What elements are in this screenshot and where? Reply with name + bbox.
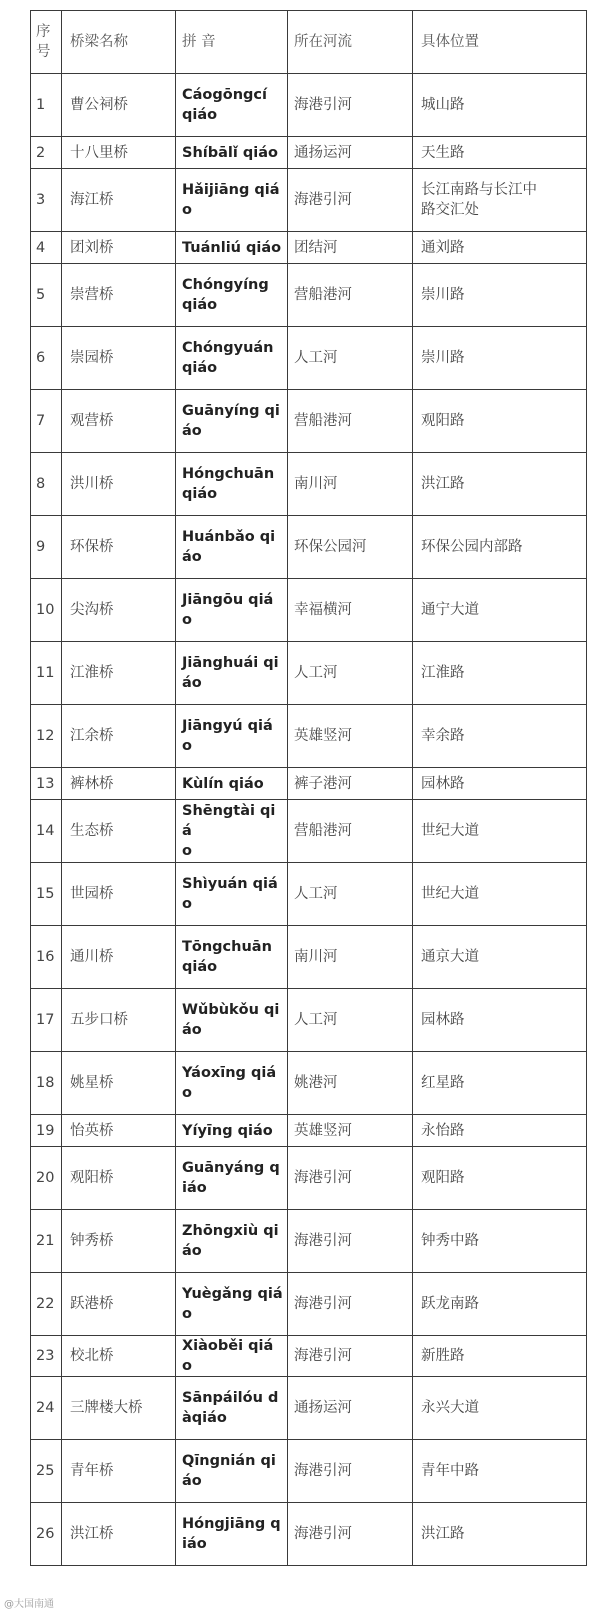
bridge-river: 人工河 (288, 642, 413, 705)
bridge-pinyin: Wǔbùkǒu qi áo (176, 989, 288, 1052)
bridge-pinyin: Chóngyuán qiáo (176, 327, 288, 390)
table-header-row (31, 11, 587, 74)
table-row (31, 137, 587, 169)
bridge-pinyin: Hóngjiāng q iáo (176, 1503, 288, 1566)
row-index: 13 (31, 768, 62, 800)
table-row (31, 1336, 587, 1377)
bridge-location: 崇川路 (413, 264, 587, 327)
table-row (31, 800, 587, 863)
bridge-location: 天生路 (413, 137, 587, 169)
bridge-pinyin: Xiàoběi qiáo (176, 1336, 288, 1377)
bridge-river: 英雄竖河 (288, 1115, 413, 1147)
bridge-location: 长江南路与长江中 路交汇处 (413, 169, 587, 232)
bridge-name: 崇营桥 (62, 264, 176, 327)
row-index: 20 (31, 1147, 62, 1210)
table-row (31, 579, 587, 642)
row-index: 19 (31, 1115, 62, 1147)
bridge-pinyin: Jiānghuái qi áo (176, 642, 288, 705)
table-row (31, 1273, 587, 1336)
bridge-location: 崇川路 (413, 327, 587, 390)
bridge-name: 姚星桥 (62, 1052, 176, 1115)
row-index: 26 (31, 1503, 62, 1566)
bridge-river: 海港引河 (288, 1273, 413, 1336)
bridge-name: 三牌楼大桥 (62, 1377, 176, 1440)
bridge-pinyin: Cáogōngcí qiáo (176, 74, 288, 137)
bridge-river: 环保公园河 (288, 516, 413, 579)
row-index: 23 (31, 1336, 62, 1377)
bridge-name: 洪江桥 (62, 1503, 176, 1566)
row-index: 11 (31, 642, 62, 705)
bridge-name: 青年桥 (62, 1440, 176, 1503)
table-row (31, 1052, 587, 1115)
bridge-location: 跃龙南路 (413, 1273, 587, 1336)
bridge-pinyin: Guānyáng q iáo (176, 1147, 288, 1210)
bridge-name: 世园桥 (62, 863, 176, 926)
bridge-river: 海港引河 (288, 74, 413, 137)
bridge-table-body (31, 11, 587, 1566)
bridge-pinyin: Shēngtài qiá o (176, 800, 288, 863)
bridge-pinyin: Tuánliú qiáo (176, 232, 288, 264)
bridge-river: 海港引河 (288, 1440, 413, 1503)
bridge-pinyin: Zhōngxiù qi áo (176, 1210, 288, 1273)
header-location: 具体位置 (413, 11, 587, 74)
bridge-name: 尖沟桥 (62, 579, 176, 642)
bridge-name: 观营桥 (62, 390, 176, 453)
bridge-name: 校北桥 (62, 1336, 176, 1377)
bridge-name: 江余桥 (62, 705, 176, 768)
table-row (31, 1115, 587, 1147)
table-row (31, 327, 587, 390)
bridge-pinyin: Chóngyíng qiáo (176, 264, 288, 327)
bridge-pinyin: Jiāngyú qiá o (176, 705, 288, 768)
bridge-location: 江淮路 (413, 642, 587, 705)
bridge-table (30, 10, 587, 1566)
bridge-location: 洪江路 (413, 1503, 587, 1566)
table-row (31, 768, 587, 800)
bridge-name: 跃港桥 (62, 1273, 176, 1336)
table-row (31, 1377, 587, 1440)
bridge-pinyin: Tōngchuān qiáo (176, 926, 288, 989)
bridge-river: 海港引河 (288, 1503, 413, 1566)
bridge-river: 裤子港河 (288, 768, 413, 800)
table-row (31, 516, 587, 579)
bridge-pinyin: Huánbǎo qi áo (176, 516, 288, 579)
bridge-name: 海江桥 (62, 169, 176, 232)
bridge-river: 人工河 (288, 863, 413, 926)
row-index: 15 (31, 863, 62, 926)
bridge-name: 通川桥 (62, 926, 176, 989)
table-row (31, 642, 587, 705)
bridge-location: 观阳路 (413, 1147, 587, 1210)
bridge-location: 通京大道 (413, 926, 587, 989)
bridge-name: 洪川桥 (62, 453, 176, 516)
bridge-location: 城山路 (413, 74, 587, 137)
table-row (31, 1210, 587, 1273)
bridge-name: 怡英桥 (62, 1115, 176, 1147)
bridge-pinyin: Shìyuán qiá o (176, 863, 288, 926)
bridge-name: 环保桥 (62, 516, 176, 579)
row-index: 8 (31, 453, 62, 516)
table-row (31, 926, 587, 989)
row-index: 21 (31, 1210, 62, 1273)
row-index: 6 (31, 327, 62, 390)
bridge-pinyin: Hóngchuān qiáo (176, 453, 288, 516)
header-index: 序 号 (31, 11, 62, 74)
bridge-location: 世纪大道 (413, 863, 587, 926)
bridge-location: 通宁大道 (413, 579, 587, 642)
row-index: 4 (31, 232, 62, 264)
bridge-river: 南川河 (288, 453, 413, 516)
bridge-pinyin: Qīngnián qi áo (176, 1440, 288, 1503)
header-name: 桥梁名称 (62, 11, 176, 74)
bridge-pinyin: Hǎijiāng qiá o (176, 169, 288, 232)
bridge-name: 江淮桥 (62, 642, 176, 705)
bridge-name: 十八里桥 (62, 137, 176, 169)
bridge-location: 观阳路 (413, 390, 587, 453)
bridge-pinyin: Yáoxīng qiá o (176, 1052, 288, 1115)
table-row (31, 232, 587, 264)
bridge-name: 五步口桥 (62, 989, 176, 1052)
row-index: 10 (31, 579, 62, 642)
bridge-location: 永兴大道 (413, 1377, 587, 1440)
bridge-pinyin: Yíyīng qiáo (176, 1115, 288, 1147)
bridge-river: 海港引河 (288, 1147, 413, 1210)
bridge-river: 营船港河 (288, 390, 413, 453)
bridge-location: 幸余路 (413, 705, 587, 768)
bridge-river: 人工河 (288, 327, 413, 390)
bridge-location: 永怡路 (413, 1115, 587, 1147)
table-row (31, 1503, 587, 1566)
bridge-river: 通扬运河 (288, 137, 413, 169)
bridge-name: 裤林桥 (62, 768, 176, 800)
bridge-pinyin: Shíbālǐ qiáo (176, 137, 288, 169)
bridge-location: 园林路 (413, 989, 587, 1052)
bridge-location: 世纪大道 (413, 800, 587, 863)
bridge-name: 生态桥 (62, 800, 176, 863)
bridge-location: 环保公园内部路 (413, 516, 587, 579)
bridge-river: 营船港河 (288, 800, 413, 863)
table-row (31, 453, 587, 516)
row-index: 3 (31, 169, 62, 232)
bridge-river: 营船港河 (288, 264, 413, 327)
table-row (31, 1147, 587, 1210)
bridge-river: 人工河 (288, 989, 413, 1052)
table-row (31, 1440, 587, 1503)
table-row (31, 169, 587, 232)
bridge-location: 新胜路 (413, 1336, 587, 1377)
table-row (31, 74, 587, 137)
bridge-location: 通刘路 (413, 232, 587, 264)
row-index: 7 (31, 390, 62, 453)
bridge-name: 钟秀桥 (62, 1210, 176, 1273)
bridge-name: 崇园桥 (62, 327, 176, 390)
table-row (31, 705, 587, 768)
row-index: 1 (31, 74, 62, 137)
bridge-river: 姚港河 (288, 1052, 413, 1115)
bridge-location: 园林路 (413, 768, 587, 800)
header-pinyin: 拼 音 (176, 11, 288, 74)
row-index: 24 (31, 1377, 62, 1440)
table-row (31, 264, 587, 327)
header-river: 所在河流 (288, 11, 413, 74)
bridge-location: 青年中路 (413, 1440, 587, 1503)
bridge-river: 海港引河 (288, 1336, 413, 1377)
bridge-pinyin: Yuègǎng qiá o (176, 1273, 288, 1336)
bridge-pinyin: Guānyíng qi áo (176, 390, 288, 453)
table-row (31, 989, 587, 1052)
row-index: 12 (31, 705, 62, 768)
bridge-pinyin: Jiāngōu qiá o (176, 579, 288, 642)
row-index: 5 (31, 264, 62, 327)
watermark: @大国南通 (4, 1599, 54, 1610)
row-index: 2 (31, 137, 62, 169)
bridge-river: 英雄竖河 (288, 705, 413, 768)
table-row (31, 863, 587, 926)
bridge-pinyin: Sānpáilóu d àqiáo (176, 1377, 288, 1440)
bridge-river: 海港引河 (288, 169, 413, 232)
bridge-pinyin: Kùlín qiáo (176, 768, 288, 800)
bridge-river: 南川河 (288, 926, 413, 989)
row-index: 18 (31, 1052, 62, 1115)
bridge-river: 海港引河 (288, 1210, 413, 1273)
bridge-location: 洪江路 (413, 453, 587, 516)
row-index: 16 (31, 926, 62, 989)
bridge-river: 通扬运河 (288, 1377, 413, 1440)
bridge-location: 红星路 (413, 1052, 587, 1115)
row-index: 14 (31, 800, 62, 863)
table-row (31, 390, 587, 453)
bridge-name: 曹公祠桥 (62, 74, 176, 137)
row-index: 17 (31, 989, 62, 1052)
bridge-river: 团结河 (288, 232, 413, 264)
bridge-location: 钟秀中路 (413, 1210, 587, 1273)
row-index: 9 (31, 516, 62, 579)
row-index: 22 (31, 1273, 62, 1336)
bridge-name: 团刘桥 (62, 232, 176, 264)
bridge-name: 观阳桥 (62, 1147, 176, 1210)
bridge-river: 幸福横河 (288, 579, 413, 642)
row-index: 25 (31, 1440, 62, 1503)
